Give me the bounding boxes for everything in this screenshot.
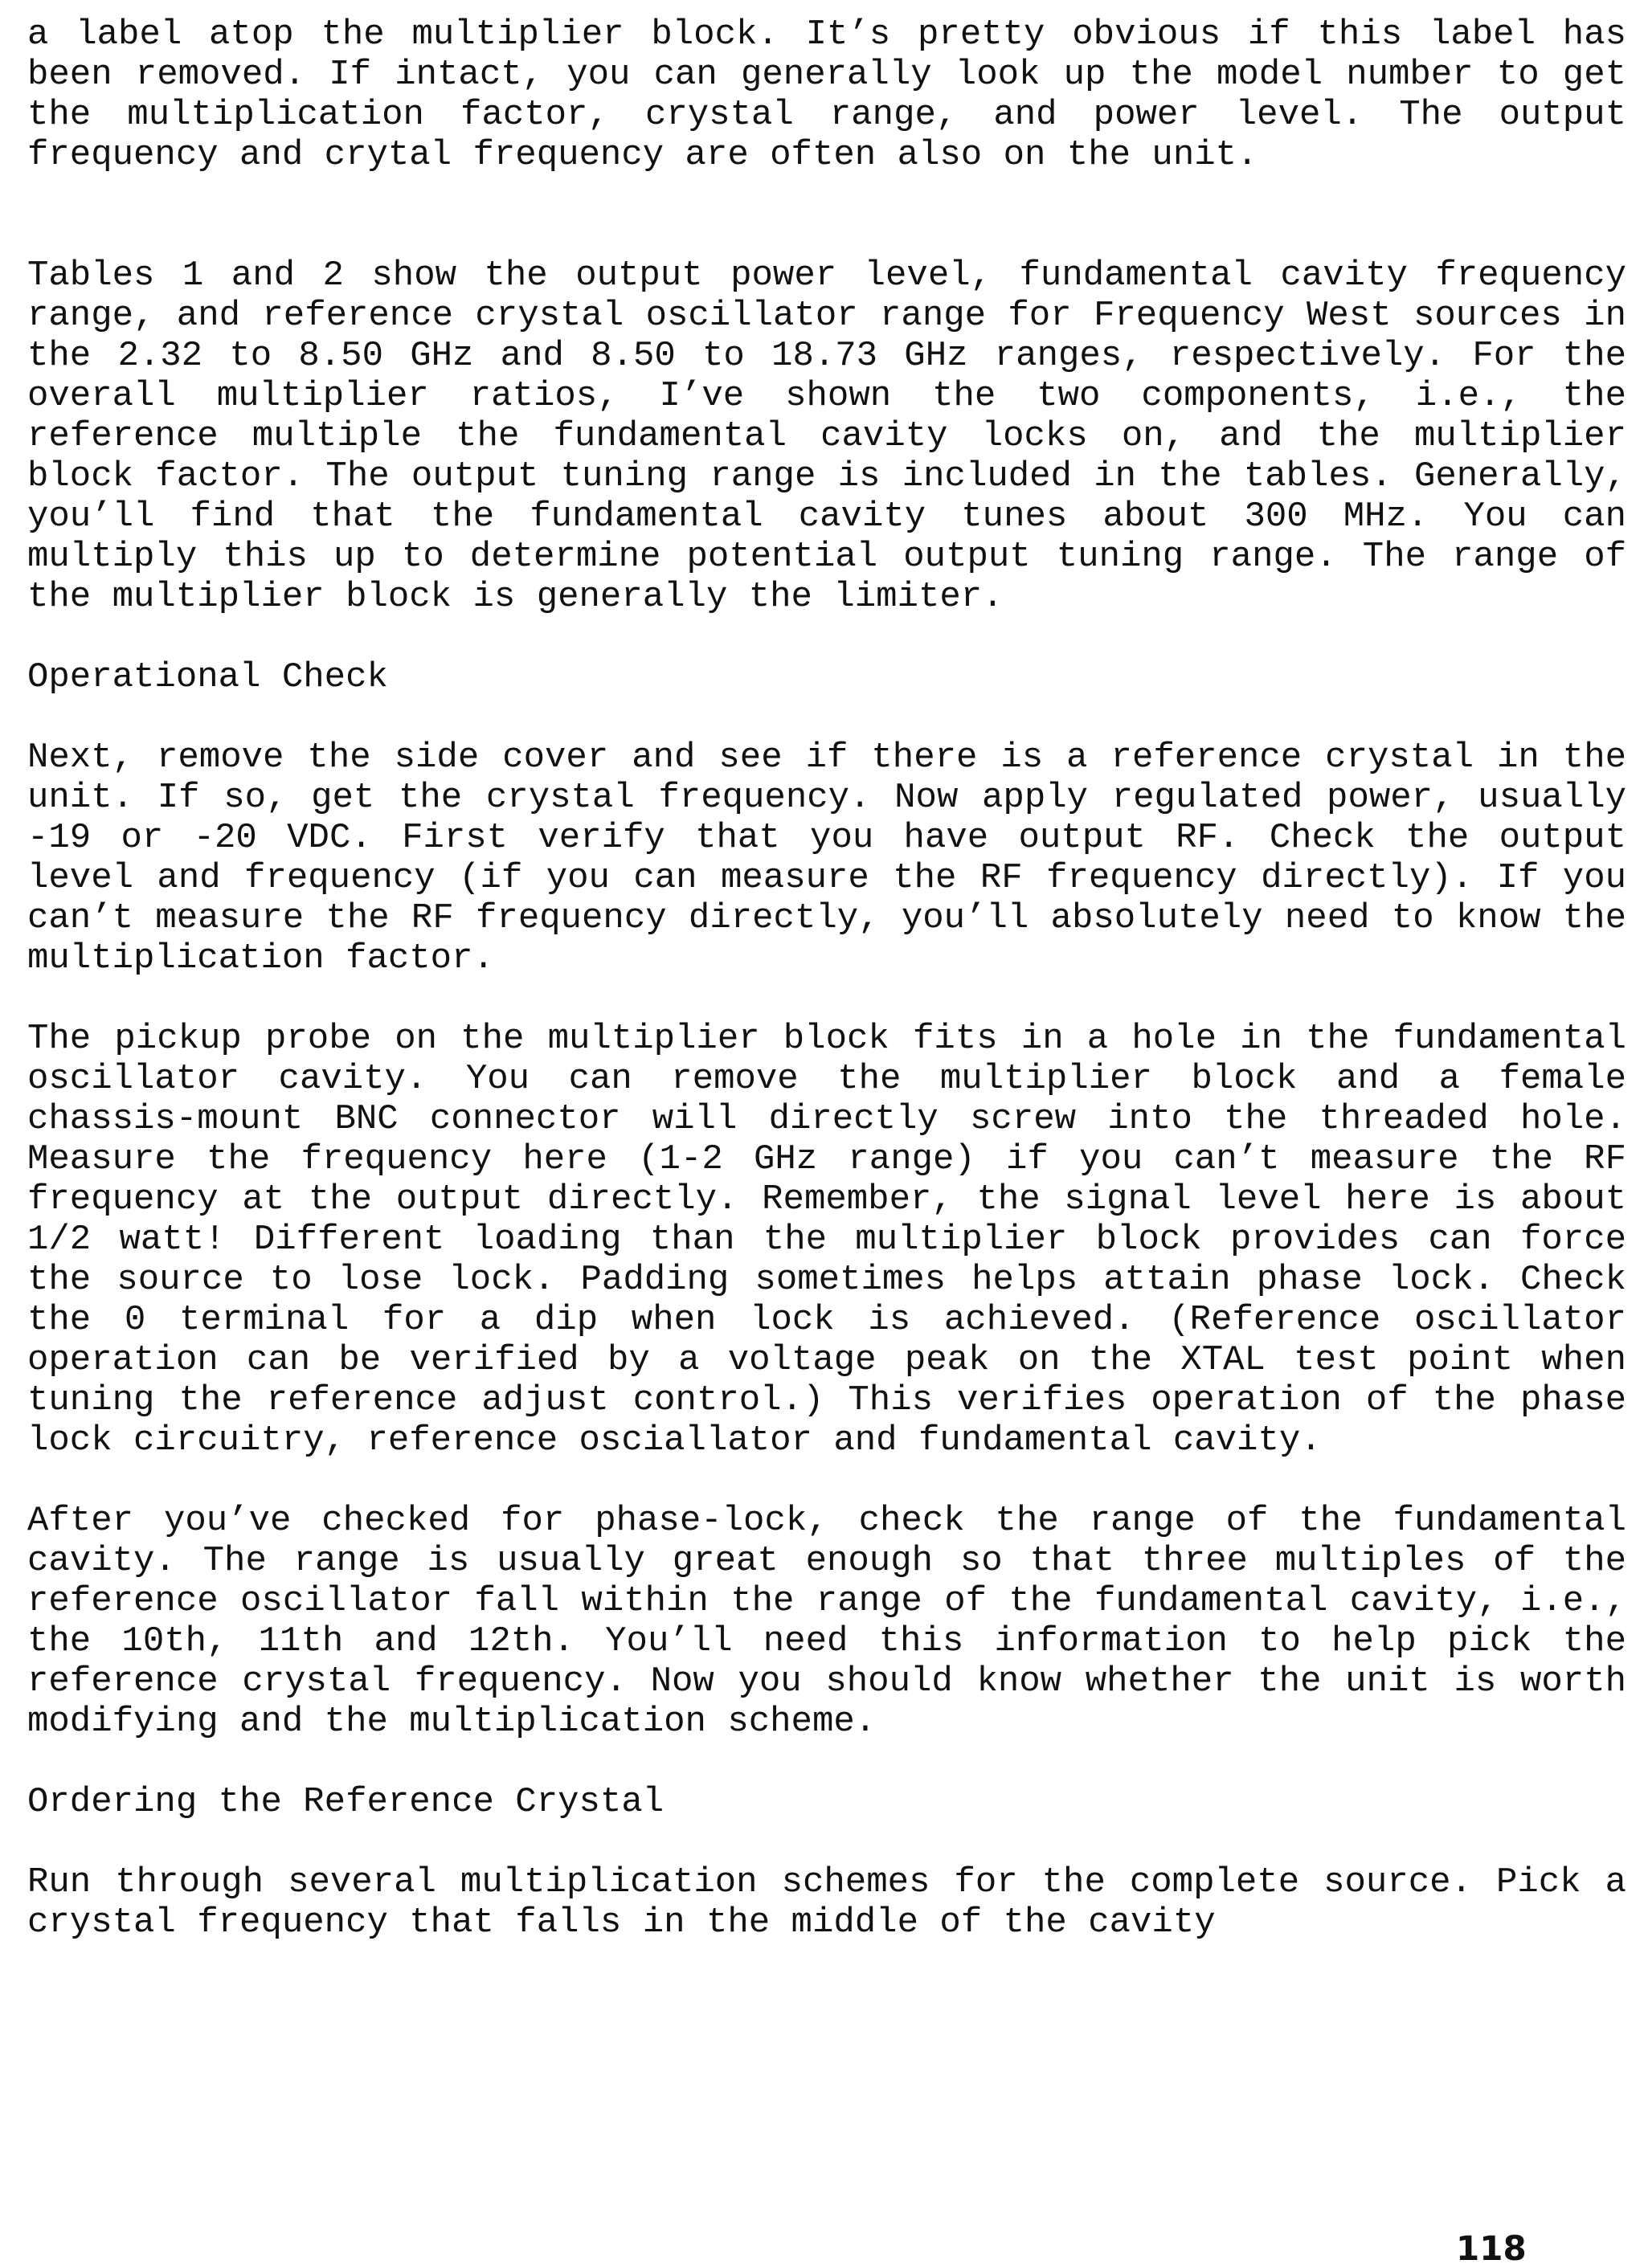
- section-heading-ordering-crystal: Ordering the Reference Crystal: [27, 1782, 665, 1822]
- spacer: [27, 617, 1626, 657]
- page-number: 118: [1456, 2229, 1527, 2268]
- paragraph-multiplier-label: a label atop the multiplier block. It’s pretty obvious if this label has been removed. If intact, you can generally look up the model number to get the multiplication factor, crystal range, and power level. The output frequency and crytal frequency are often also on the unit.: [27, 14, 1626, 175]
- spacer: [27, 1742, 1626, 1782]
- paragraph-pickup-probe: The pickup probe on the multiplier block fits in a hole in the fundamental oscillator cavity. You can remove the multiplier block and a female chassis-mount BNC connector will directly screw into the threaded hole. Measure the frequency here (1-2 GHz range) if you can’t measure the RF frequency at the output directly. Remember, the signal level here is about 1/2 watt! Different loading than the multiplier block provides can force the source to lose lock. Padding sometimes helps attain phase lock. Check the 0 terminal for a dip when lock is achieved. (Reference oscillator operation can be verified by a voltage peak on the XTAL test point when tuning the reference adjust control.) This verifies operation of the phase lock circuitry, reference osciallator and fundamental cavity.: [27, 1019, 1626, 1461]
- section-heading-operational-check: Operational Check: [27, 657, 388, 697]
- spacer: [27, 697, 1626, 738]
- spacer: [27, 175, 1626, 255]
- spacer: [27, 1822, 1626, 1862]
- spacer: [27, 979, 1626, 1019]
- document-page: [27, 14, 1626, 1943]
- paragraph-multiplication-schemes: Run through several multiplication schemes for the complete source. Pick a crystal frequency that falls in the middle of the cavity: [27, 1862, 1626, 1943]
- paragraph-side-cover: Next, remove the side cover and see if there is a reference crystal in the unit. If so, get the crystal frequency. Now apply regulated power, usually -19 or -20 VDC. First verify that you have output RF. Check the output level and frequency (if you can measure the RF frequency directly). If you can’t measure the RF frequency directly, you’ll absolutely need to know the multiplication factor.: [27, 738, 1626, 979]
- paragraph-phase-lock-range: After you’ve checked for phase-lock, check the range of the fundamental cavity. The range is usually great enough so that three multiples of the reference oscillator fall within the range of the fundamental cavity, i.e., the 10th, 11th and 12th. You’ll need this information to help pick the reference crystal frequency. Now you should know whether the unit is worth modifying and the multiplication scheme.: [27, 1501, 1626, 1742]
- spacer: [27, 1461, 1626, 1501]
- paragraph-tables-overview: Tables 1 and 2 show the output power level, fundamental cavity frequency range, and reference crystal oscillator range for Frequency West sources in the 2.32 to 8.50 GHz and 8.50 to 18.73 GHz ranges, respectively. For the overall multiplier ratios, I’ve shown the two components, i.e., the reference multiple the fundamental cavity locks on, and the multiplier block factor. The output tuning range is included in the tables. Generally, you’ll find that the fundamental cavity tunes about 300 MHz. You can multiply this up to determine potential output tuning range. The range of the multiplier block is generally the limiter.: [27, 255, 1626, 617]
